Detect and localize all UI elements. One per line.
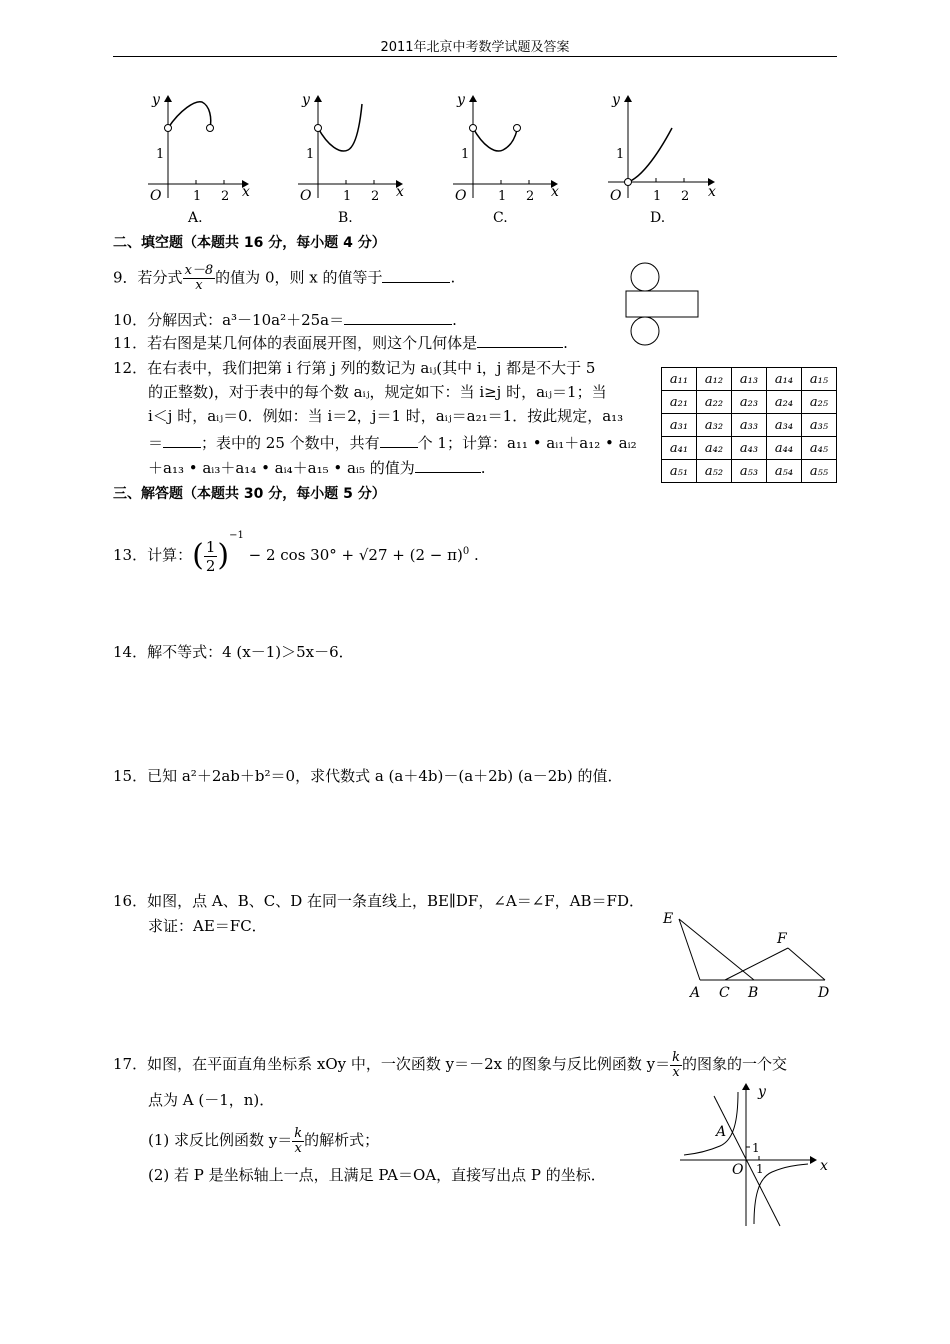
graph-d-tick2-x: 2: [681, 189, 690, 204]
graph-b-tick1-y: 1: [306, 147, 315, 162]
q12-blank-1: [163, 433, 201, 448]
q9-end: .: [450, 268, 456, 287]
net-figure: [620, 262, 704, 350]
matrix-cell: a₂₂: [697, 391, 732, 414]
graph-c-origin: O: [455, 188, 467, 204]
graph-a-x-label: x: [242, 184, 250, 200]
q13-fraction: [204, 538, 218, 575]
q17-frac1-num: k: [672, 1049, 681, 1065]
matrix-cell: a₄₄: [767, 437, 802, 460]
matrix-cell: a₃₄: [767, 414, 802, 437]
q12-line-2: 的正整数)，对于表中的每个数 aᵢⱼ，规定如下：当 i≥j 时，aᵢⱼ＝1；当: [148, 383, 607, 401]
page-header: 2011年北京中考数学试题及答案: [380, 40, 570, 55]
matrix-cell: a₁₄: [767, 368, 802, 391]
question-13: [113, 514, 479, 575]
q12-text-4b: ；表中的 25 个数中，共有: [201, 434, 380, 452]
graph-a: [148, 92, 250, 226]
question-11: [113, 333, 568, 353]
q16-label-b: B: [748, 985, 759, 1001]
q9-number: 9．: [113, 268, 138, 287]
matrix-cell: a₁₅: [802, 368, 837, 391]
q12-blank-2: [380, 433, 418, 448]
graph-c-tick1-y: 1: [461, 147, 470, 162]
q12-line-1: [113, 358, 595, 378]
q12-text-1: 在右表中，我们把第 i 行第 j 列的数记为 aᵢⱼ(其中 i，j 都是不大于 5: [147, 359, 596, 377]
q9-frac-den: x: [195, 278, 203, 293]
graph-a-y-label: y: [152, 92, 160, 108]
q12-line-5: [148, 458, 486, 478]
matrix-cell: a₅₅: [802, 460, 837, 483]
q17-part-2: (2) 若 P 是坐标轴上一点，且满足 PA＝OA，直接写出点 P 的坐标．: [148, 1166, 606, 1184]
section-3-title: 三、解答题（本题共 30 分，每小题 5 分）: [113, 486, 386, 502]
matrix-cell: a₁₃: [732, 368, 767, 391]
q13-number: 13．: [113, 546, 148, 564]
matrix-cell: a₄₃: [732, 437, 767, 460]
matrix-cell: a₃₂: [697, 414, 732, 437]
graph-b-origin: O: [300, 188, 312, 204]
header-rule: [113, 56, 837, 57]
q17-text-1b: 的图象的一个交: [682, 1055, 788, 1073]
q10-text: 分解因式：a³－10a²＋25a＝: [147, 311, 345, 329]
matrix-cell: a₃₁: [662, 414, 697, 437]
graph-d-y-label: y: [612, 92, 620, 108]
graph-c: [453, 92, 559, 226]
q17-fig-origin: O: [732, 1162, 744, 1178]
matrix-cell: a₂₁: [662, 391, 697, 414]
section-2-title: 二、填空题（本题共 16 分，每小题 4 分）: [113, 235, 386, 251]
q16-label-c: C: [719, 985, 730, 1001]
q17-text-1a: 如图，在平面直角坐标系 xOy 中，一次函数 y＝－2x 的图象与反比例函数 y＝: [147, 1055, 671, 1073]
q17-frac2-num: k: [294, 1125, 303, 1141]
q12-text-4a: ＝: [148, 434, 164, 452]
q10-answer-blank: [344, 310, 452, 325]
q16-label-a: A: [690, 985, 701, 1001]
q12-line-4: [148, 433, 637, 453]
matrix-cell: a₁₂: [697, 368, 732, 391]
q15-number: 15．: [113, 767, 148, 785]
matrix-cell: a₄₁: [662, 437, 697, 460]
q16-figure: [655, 905, 840, 1005]
q13-end: .: [473, 546, 479, 564]
graph-d-label: D.: [650, 210, 666, 226]
graph-b: [298, 92, 404, 226]
graph-a-origin: O: [150, 188, 162, 204]
q11-answer-blank: [477, 333, 563, 348]
q12-text-5: ＋a₁₃ • aᵢ₃＋a₁₄ • aᵢ₄＋a₁₅ • aᵢ₅ 的值为: [148, 459, 415, 477]
matrix-cell: a₄₂: [697, 437, 732, 460]
matrix-row: [662, 391, 837, 414]
matrix-cell: a₁₁: [662, 368, 697, 391]
q14-number: 14．: [113, 643, 148, 661]
q17-figure: [676, 1080, 836, 1230]
q13-rest: − 2 cos 30° + √27 + (2 − π): [248, 546, 463, 564]
q17-line-1: [113, 1046, 787, 1082]
graph-b-y-label: y: [302, 92, 310, 108]
q13-paren-close: ): [217, 538, 230, 573]
question-14: [113, 642, 354, 662]
graph-b-x-label: x: [396, 184, 404, 200]
matrix-cell: a₂₃: [732, 391, 767, 414]
graph-c-label: C.: [493, 210, 508, 226]
options-graphs: [140, 88, 730, 228]
graph-d: [608, 92, 716, 226]
graph-d-tick1-x: 1: [653, 189, 662, 204]
q17-frac1-den: x: [672, 1064, 680, 1080]
q13-frac-den: 2: [205, 556, 216, 575]
q16-line-1: [113, 891, 644, 911]
q17-part1-text-a: (1) 求反比例函数 y＝: [148, 1131, 293, 1149]
q17-part1-text-b: 的解析式；: [304, 1131, 380, 1149]
question-15: [113, 766, 622, 786]
q10-end: .: [452, 311, 457, 329]
q12-blank-3: [415, 458, 481, 473]
q11-end: .: [563, 334, 568, 352]
q10-number: 10．: [113, 311, 148, 329]
matrix-row: [662, 437, 837, 460]
q17-frac2-den: x: [294, 1140, 302, 1156]
q13-paren-open: (: [192, 538, 204, 573]
q16-line-2: 求证：AE＝FC．: [148, 917, 267, 935]
q9-post: 的值为 0，则 x 的值等于: [215, 268, 383, 287]
matrix-row: [662, 460, 837, 483]
matrix-row: [662, 414, 837, 437]
q13-frac-num: 1: [205, 537, 216, 556]
q17-fraction-2: [292, 1127, 304, 1156]
graph-b-tick1-x: 1: [343, 189, 352, 204]
matrix-cell: a₃₃: [732, 414, 767, 437]
question-9: [113, 264, 455, 293]
matrix-table: [661, 367, 837, 483]
q12-number: 12．: [113, 359, 148, 377]
q13-pre: 计算：: [147, 546, 193, 564]
q13-exponent-0: 0: [462, 546, 470, 557]
q14-text: 解不等式：4 (x－1)＞5x－6．: [147, 643, 354, 661]
graph-d-origin: O: [610, 188, 622, 204]
graph-c-y-label: y: [457, 92, 465, 108]
graph-d-tick1-y: 1: [616, 147, 625, 162]
q11-number: 11．: [113, 334, 148, 352]
q17-fig-x: x: [820, 1158, 828, 1174]
q17-part-1: [148, 1122, 379, 1158]
graph-c-tick1-x: 1: [498, 189, 507, 204]
q12-line-3: i＜j 时，aᵢⱼ＝0．例如：当 i＝2，j＝1 时，aᵢⱼ＝a₂₁＝1．按此规定，a₁₃: [148, 407, 624, 425]
matrix-cell: a₄₅: [802, 437, 837, 460]
matrix-cell: a₂₅: [802, 391, 837, 414]
graph-b-tick2-x: 2: [371, 189, 380, 204]
q11-text: 若右图是某几何体的表面展开图，则这个几何体是: [147, 334, 478, 352]
q17-fraction-1: [670, 1051, 682, 1080]
q9-pre: 若分式: [137, 268, 183, 287]
q15-text: 已知 a²＋2ab＋b²＝0，求代数式 a (a＋4b)－(a＋2b) (a－2b) 的值．: [147, 767, 623, 785]
q9-fraction: [183, 264, 216, 293]
graph-a-label: A.: [188, 210, 203, 226]
q12-end: .: [480, 459, 486, 477]
matrix-cell: a₂₄: [767, 391, 802, 414]
q17-fig-one-x: 1: [756, 1162, 764, 1176]
q13-exponent: −1: [229, 530, 244, 541]
q17-line-2: 点为 A (－1，n)．: [148, 1091, 275, 1109]
q9-frac-num: x－8: [184, 263, 214, 278]
q17-fig-a: A: [716, 1124, 727, 1140]
q16-number: 16．: [113, 892, 148, 910]
matrix-cell: a₃₅: [802, 414, 837, 437]
graph-c-tick2-x: 2: [526, 189, 535, 204]
matrix-cell: a₅₄: [767, 460, 802, 483]
graph-a-tick1-x: 1: [193, 189, 202, 204]
question-10: [113, 310, 457, 330]
matrix-cell: a₅₁: [662, 460, 697, 483]
q16-label-f: F: [777, 931, 787, 947]
q12-text-4c: 个 1；计算：a₁₁ • aᵢ₁＋a₁₂ • aᵢ₂: [417, 434, 637, 452]
q17-fig-one-y: 1: [752, 1141, 760, 1155]
q17-fig-y: y: [758, 1084, 766, 1100]
q9-answer-blank: [382, 268, 450, 283]
graph-c-x-label: x: [551, 184, 559, 200]
matrix-cell: a₅₂: [697, 460, 732, 483]
q16-label-e: E: [663, 911, 674, 927]
graph-a-tick1-y: 1: [156, 147, 165, 162]
q16-label-d: D: [818, 985, 830, 1001]
q17-number: 17．: [113, 1055, 148, 1073]
q16-text-1: 如图，点 A、B、C、D 在同一条直线上，BE∥DF，∠A＝∠F，AB＝FD．: [147, 892, 644, 910]
graph-b-label: B.: [338, 210, 353, 226]
matrix-cell: a₅₃: [732, 460, 767, 483]
graph-a-tick2-x: 2: [221, 189, 230, 204]
graph-d-x-label: x: [708, 184, 716, 200]
matrix-row: [662, 368, 837, 391]
